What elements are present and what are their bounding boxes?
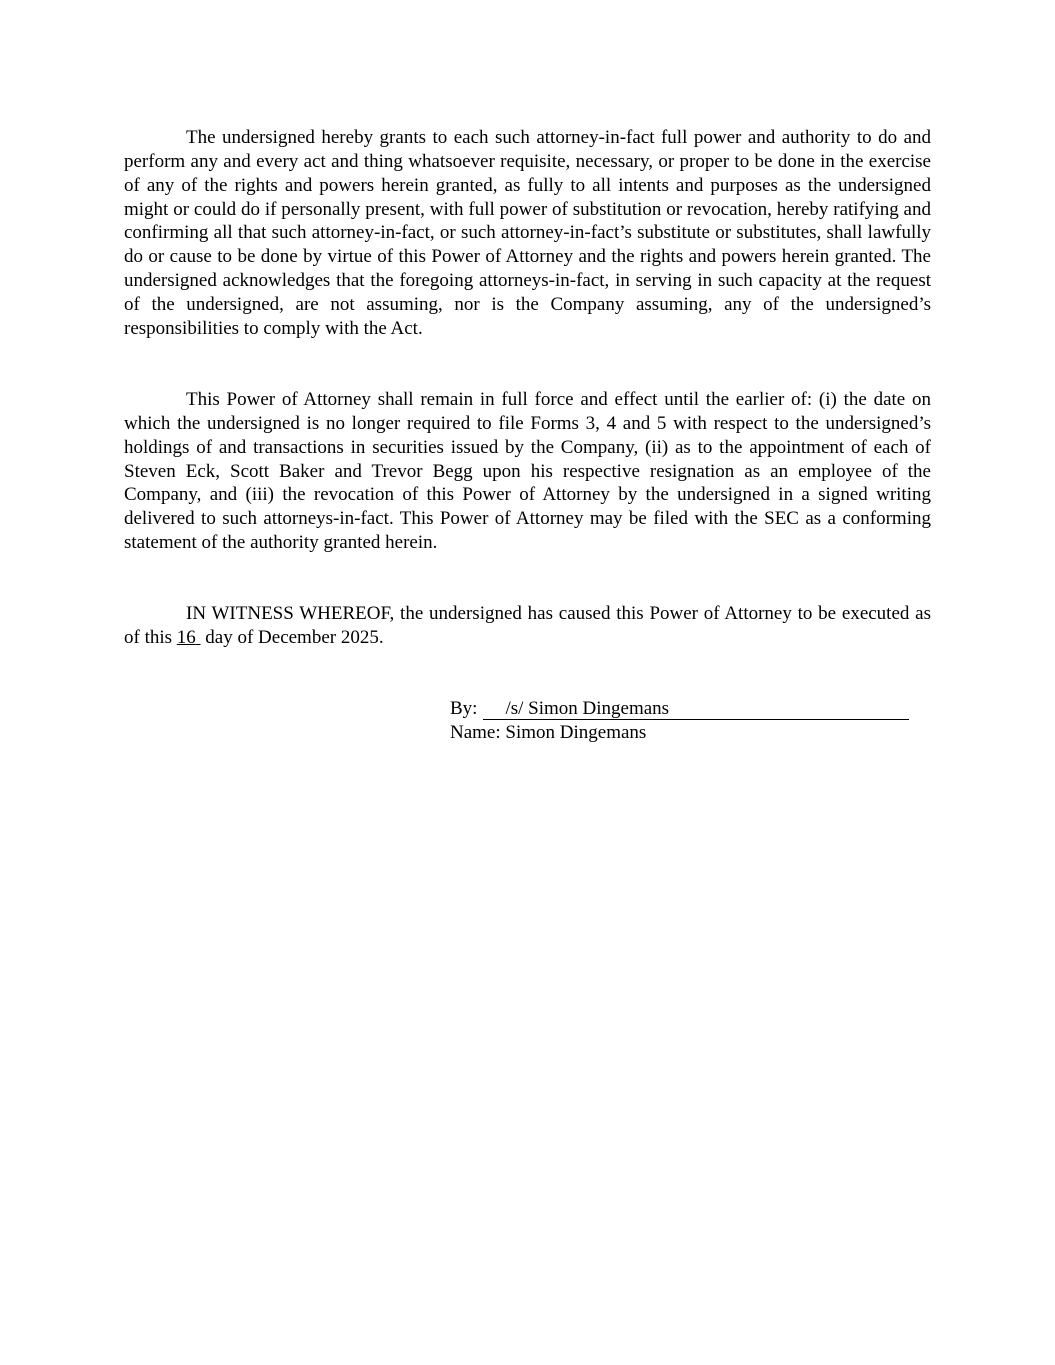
by-label: By: [450,698,478,719]
witness-paragraph [124,602,931,650]
signatory-name: Name: Simon Dingemans [450,721,647,743]
signature-field: /s/ Simon Dingemans [483,699,909,720]
witness-suffix: day of December 2025. [200,626,384,648]
signature-line [450,697,920,721]
signature-block [450,697,920,745]
witness-day-blank: 16 [176,626,196,648]
witness-prefix: IN WITNESS WHEREOF, the undersigned has caused this Power of Attorney to be executed as of this [124,603,931,648]
grant-of-authority-paragraph: The undersigned hereby grants to each such attorney-in-fact full power and authority to do and perform any and every act and thing whatsoever requisite, necessary, or proper to be done in the exercise of any of the rights and powers herein granted, as fully to all intents and purposes as the undersigned might or could do if personally present, with full power of substitution or revocation, hereby ratifying and confirming all that such attorney-in-fact, or such attorney-in-fact’s substitute or substitutes, shall lawfully do or cause to be done by virtue of this Power of Attorney and the rights and powers herein granted. The undersigned acknowledges that the foregoing attorneys-in-fact, in serving in such capacity at the request of the undersigned, are not assuming, nor is the Company assuming, any of the undersigned’s responsibilities to comply with the Act. [124,127,931,339]
duration-paragraph: This Power of Attorney shall remain in full force and effect until the earlier of: (i) the date on which the undersigned is no longer required to file Forms 3, 4 and 5 with respect to the undersigned’s holdings of and transactions in securities issued by the Company, (ii) as to the appointment of each of Steven Eck, Scott Baker and Trevor Begg upon his respective resignation as an employee of the Company, and (iii) the revocation of this Power of Attorney by the undersigned in a signed writing delivered to such attorneys-in-fact. This Power of Attorney may be filed with the SEC as a conforming statement of the authority granted herein. [124,389,931,554]
